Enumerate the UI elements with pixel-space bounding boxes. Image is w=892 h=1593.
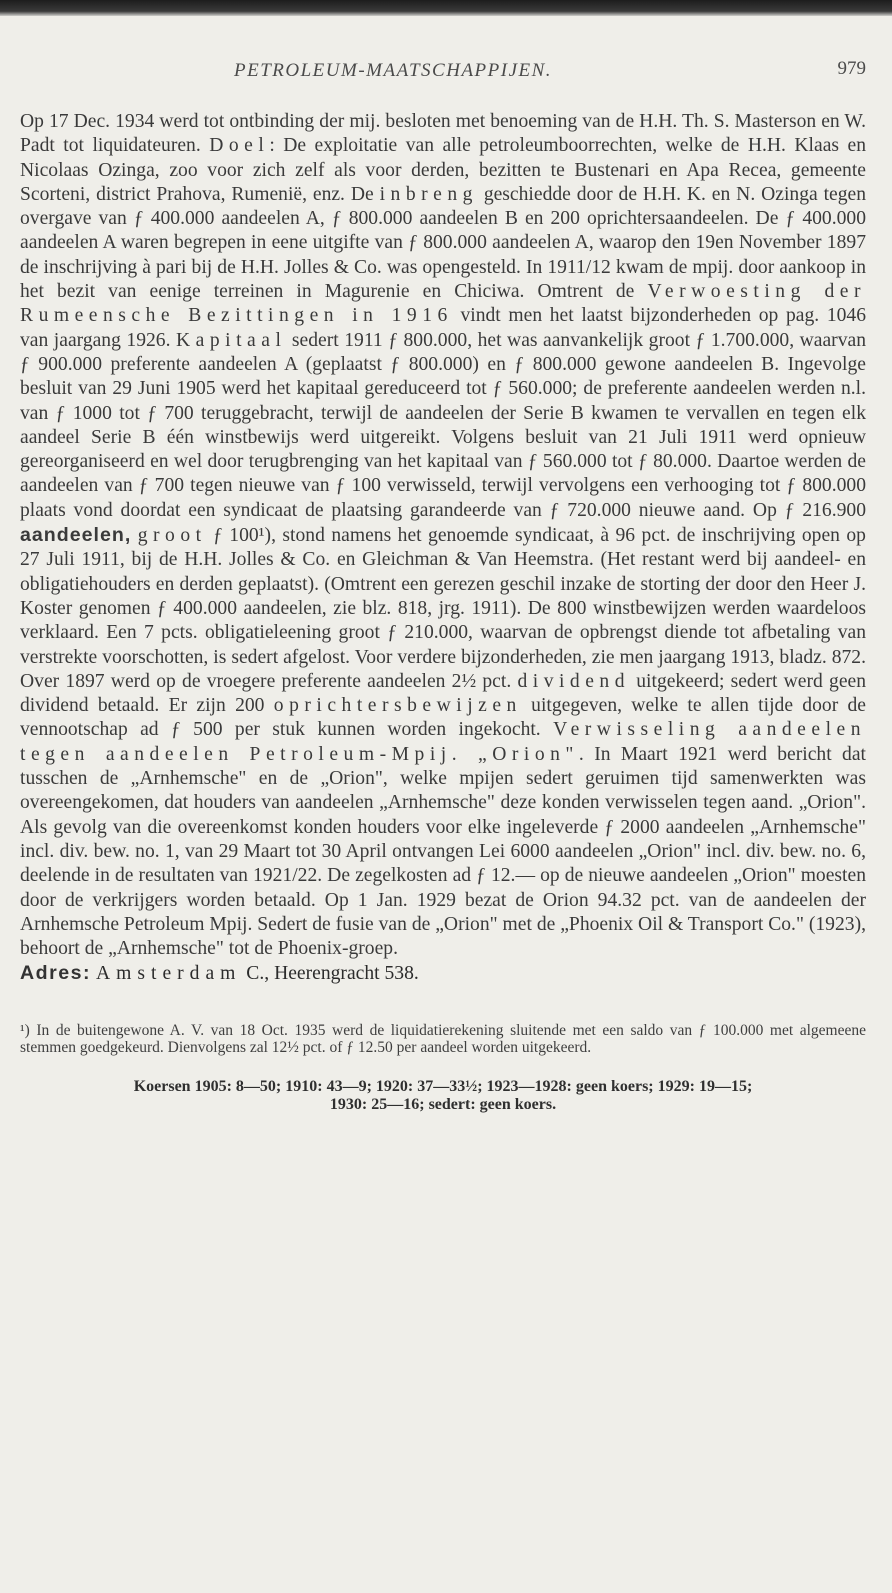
- scan-edge: [0, 0, 892, 16]
- keyword-inbreng: inbreng: [379, 183, 478, 205]
- keyword-dividend: dividend: [517, 670, 631, 692]
- address-street: C., Heerengracht 538.: [241, 963, 419, 985]
- text-run: vindt men het laatst bijzonderheden op pag. 1046 van jaargang 1926.: [20, 305, 867, 351]
- document-page: [20, 58, 866, 1114]
- price-quotes: [20, 1078, 866, 1114]
- keyword-kapitaal: Kapitaal: [176, 329, 287, 351]
- text-run: Op 17 Dec. 1934 werd tot ontbinding der mij. besloten met benoeming van de H.H. Th. S. Masterson en W. Padt tot liquidateuren.: [20, 111, 866, 157]
- text-run: uitgegeven, welke te allen tijde door de vennootschap ad ƒ 500 per stuk kunnen worden ingekocht.: [20, 695, 867, 741]
- keyword-groot: groot: [137, 525, 207, 547]
- text-run: . In Maart 1921 werd bericht dat tusschen de „Arnhemsche" en de „Orion", welke mpijen sedert geruimen tijd samenwerkten was overeengekomen, dat houders van aandeelen „Arnhemsche" deze konden verwisselen tegen aand. „Orion". Als gevolg van die overeenkomst konden houders voor elke ingeleverde ƒ 2000 aandeelen „Arnhemsche" incl. div. bew. no. 1, van 29 Maart tot 30 April ontvangen Lei 6000 aandeelen „Orion" incl. div. bew. no. 6, deelende in de resultaten van 1921/22. De zegelkosten ad ƒ 12.— op de nieuwe aandeelen „Orion" moesten door de verkrijgers worden betaald. Op 1 Jan. 1929 bezat de Orion 94.32 pct. van de aandeelen der Arnhemsche Petroleum Mpij. Sedert de fusie van de „Orion" met de „Phoenix Oil & Transport Co." (1923), behoort de „Arnhemsche" tot de Phoenix-groep.: [20, 743, 866, 960]
- price-quotes-line-2: 1930: 25—16; sedert: geen koers.: [329, 1096, 557, 1114]
- address-city: Amsterdam: [95, 963, 242, 985]
- text-run: sedert 1911 ƒ 800.000, het was aanvankelijk groot ƒ 1.700.000, waarvan ƒ 900.000 preferente aandeelen A (geplaatst ƒ 800.000) en ƒ 800.000 gewone aandeelen B. Ingevolge besluit van 29 Juni 1905 werd het kapitaal gereduceerd tot ƒ 560.000; de preferente aandeelen werden n.l. van ƒ 1000 tot ƒ 700 teruggebracht, terwijl de aandeelen der Serie B kwamen te vervallen en tegen elk aandeel Serie B één winstbewijs werd uitgereikt. Volgens besluit van 21 Juli 1911 werd opnieuw gereorganiseerd en wel door terugbrenging van het kapitaal van ƒ 560.000 tot ƒ 80.000. Daartoe werden de aandeelen van ƒ 700 tegen nieuwe van ƒ 100 verwisseld, terwijl vervolgens een verhooging tot ƒ 800.000 plaats vond doordat een syndicaat de plaatsing garandeerde van ƒ 720.000 nieuwe aand. Op ƒ 216.900: [20, 329, 866, 521]
- address-line: [20, 961, 866, 986]
- keyword-doel: Doel: [209, 135, 270, 157]
- text-run: geschiedde door de H.H. K. en N. Ozinga tegen overgave van ƒ 400.000 aandeelen A, ƒ 800.000 aandeelen B en 200 oprichtersaandeelen. De ƒ 400.000 aandeelen A waren begrepen in eene uitgifte van ƒ 800.000 aandeelen A, waarop den 19en November 1897 de inschrijving à pari bij de H.H. Jolles & Co. was opengesteld. In 1911/12 kwam de mpij. door aankoop in het bezit van eenige terreinen in Magurenie en Chiciwa. Omtrent de: [20, 183, 866, 303]
- text-run: uitgekeerd; sedert werd geen dividend betaald. Er zijn 200: [20, 670, 867, 717]
- price-quotes-line-1: Koersen 1905: 8—50; 1910: 43—9; 1920: 37—33½; 1923—1928: geen koers; 1929: 19—15;: [133, 1078, 753, 1096]
- keyword-oprichtersbewijzen: oprichtersbewijzen: [273, 695, 522, 717]
- keyword-aandeelen: aandeelen,: [20, 524, 132, 547]
- page-number: 979: [837, 58, 866, 79]
- body-text: [20, 110, 866, 961]
- page-header: [20, 58, 866, 88]
- text-run: : De exploitatie van alle petroleumboorrechten, welke de H.H. Klaas en Nicolaas Ozinga, zoo voor zich zelf als voor derden, bezitten te Bustenari en Apa Recea, gemeente Scorteni, district Prahova, Rumenië, enz. De: [20, 135, 866, 205]
- address-label: Adres:: [20, 962, 92, 985]
- running-title: PETROLEUM-MAATSCHAPPIJEN.: [234, 60, 553, 81]
- text-run: ƒ 100¹), stond namens het genoemde syndicaat, à 96 pct. de inschrijving open op 27 Juli 1911, bij de H.H. Jolles & Co. en Gleichman & Van Heemstra. (Het restant werd bij aandeel- en obligatiehouders en derden geplaatst). (Omtrent een gerezen geschil inzake de storting der door den Heer J. Koster genomen ƒ 400.000 aandeelen, zie blz. 818, jrg. 1911). De 800 winstbewijzen werden waardeloos verklaard. Een 7 pcts. obligatieleening groot ƒ 210.000, waarvan de opbrengst diende tot afbetaling van verstrekte voorschotten, is sedert afgelost. Voor verdere bijzonderheden, zie men jaargang 1913, bladz. 872. Over 1897 werd op de vroegere preferente aandeelen 2½ pct.: [20, 525, 866, 692]
- keyword-verwoesting: Verwoesting der Rumeensche Bezittingen in 1916: [20, 281, 866, 327]
- keyword-verwisseling: Verwisseling aandeelen tegen aandeelen Petroleum-Mpij. „Orion": [20, 719, 867, 765]
- footnote: ¹) In de buitengewone A. V. van 18 Oct. 1935 werd de liquidatierekening sluitende met een saldo van ƒ 100.000 met algemeene stemmen goedgekeurd. Dienvolgens zal 12½ pct. of ƒ 12.50 per aandeel worden uitgekeerd.: [20, 1022, 866, 1057]
